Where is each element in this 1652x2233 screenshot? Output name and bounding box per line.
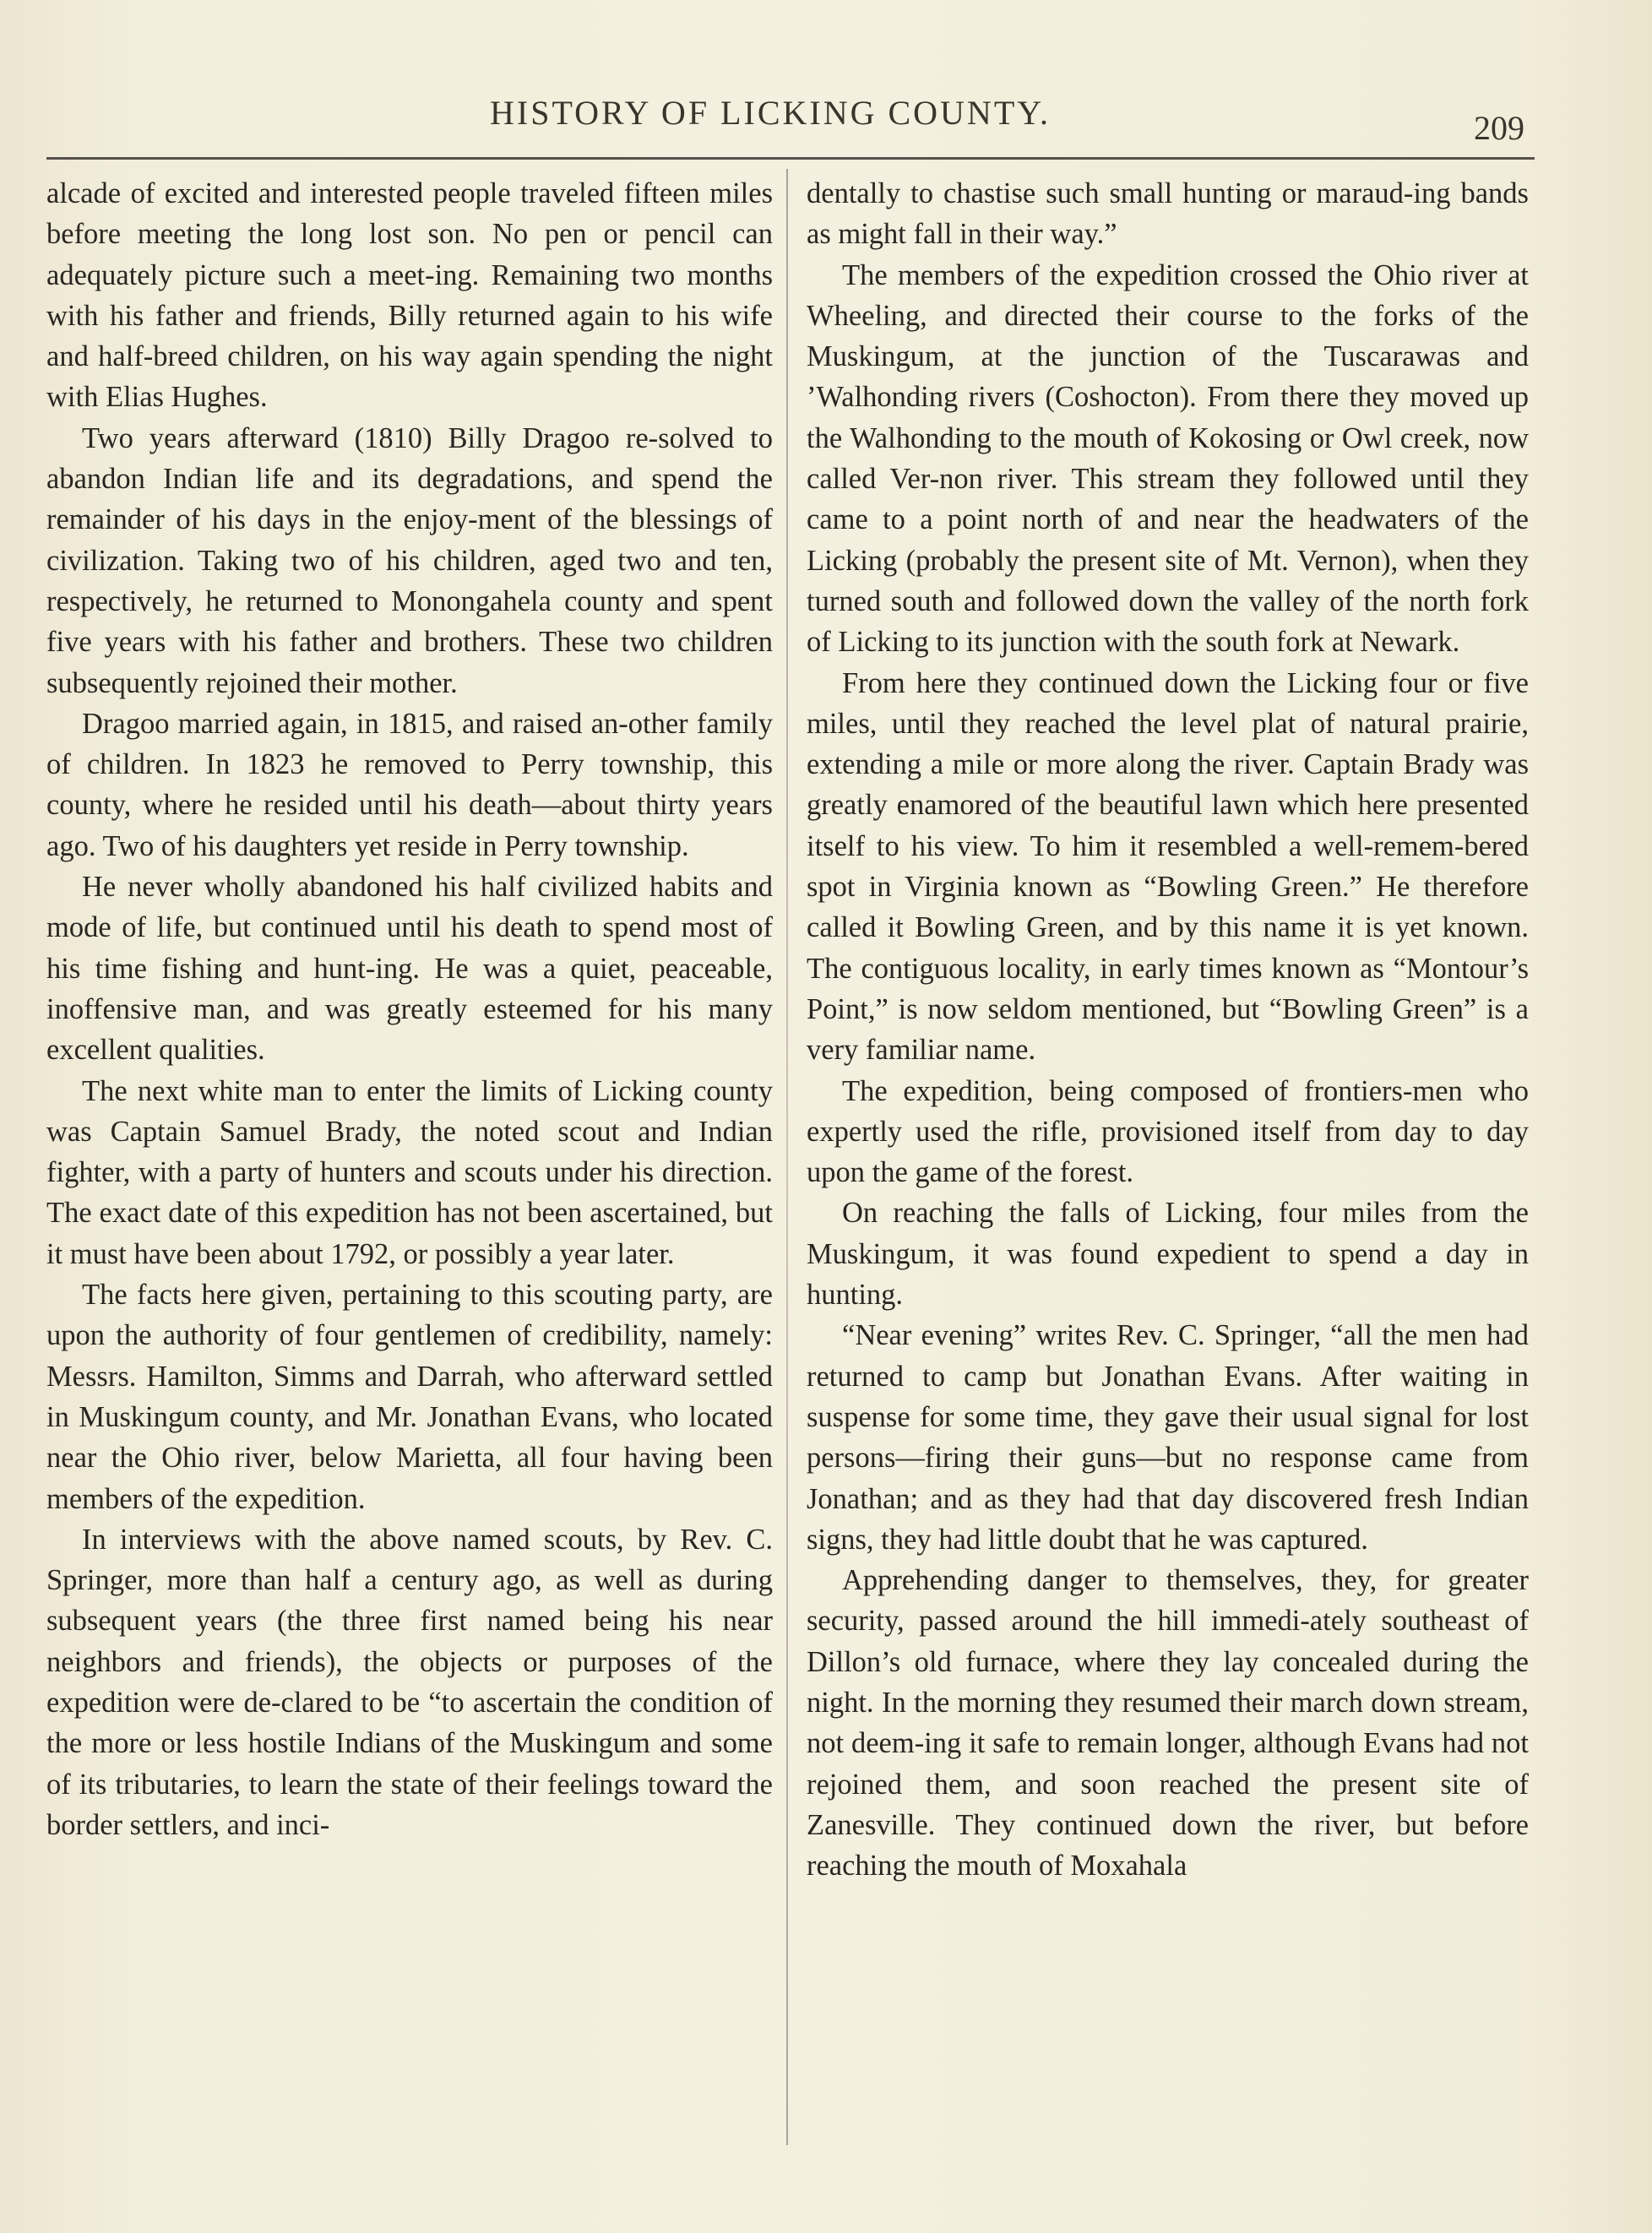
paragraph: He never wholly abandoned his half civilized habits and mode of life, but continued until his death to spend most of his time fishing and hunt-ing. He was a quiet, peaceable, inoffensive man, and was greatly esteemed for his many excellent qualities. bbox=[46, 871, 773, 1067]
running-title: HISTORY OF LICKING COUNTY. bbox=[490, 94, 1051, 132]
column-divider bbox=[786, 169, 788, 2145]
paragraph: “Near evening” writes Rev. C. Springer, “all the men had returned to camp but Jonathan Evans. After waiting in suspense for some time, they gave their usual signal for lost persons—firing their guns—but no response came from Jonathan; and as they had that day discovered fresh Indian signs, they had little doubt that he was captured. bbox=[807, 1319, 1529, 1556]
header-rule bbox=[46, 157, 1535, 160]
page-header bbox=[0, 93, 1652, 147]
paragraph: On reaching the falls of Licking, four miles from the Muskingum, it was found expedient to spend a day in hunting. bbox=[807, 1197, 1529, 1312]
paragraph: From here they continued down the Licking four or five miles, until they reached the level plat of natural prairie, extending a mile or more along the river. Captain Brady was greatly enamored of the beautiful lawn which here presented itself to his view. To him it resembled a well-remem-bered spot in Virginia known as “Bowling Green.” He therefore called it Bowling Green, and by this name it is yet known. The contiguous locality, in early times known as “Montour’s Point,” is now seldom mentioned, but “Bowling Green” is a very familiar name. bbox=[807, 666, 1529, 1067]
paragraph: The facts here given, pertaining to this scouting party, are upon the authority of four gentlemen of credibility, namely: Messrs. Hamilton, Simms and Darrah, who afterward settled in Muskingum county, and Mr. Jonathan Evans, who located near the Ohio river, below Marietta, all four having been members of the expedition. bbox=[46, 1279, 773, 1515]
paragraph: Dragoo married again, in 1815, and raised an-other family of children. In 1823 he removed to Perry township, this county, where he resided until his death—about thirty years ago. Two of his daughters yet reside in Perry township. bbox=[46, 707, 773, 862]
left-column bbox=[46, 173, 773, 1845]
right-column bbox=[807, 173, 1529, 1886]
page-number: 209 bbox=[1474, 109, 1524, 147]
paragraph: Two years afterward (1810) Billy Dragoo re-solved to abandon Indian life and its degradations, and spend the remainder of his days in the enjoy-ment of the blessings of civilization. Taking two of his children, aged two and ten, respectively, he returned to Monongahela county and spent five years with his father and brothers. These two children subsequently rejoined their mother. bbox=[46, 421, 773, 699]
paragraph: The expedition, being composed of frontiers-men who expertly used the rifle, provisioned itself from day to day upon the game of the forest. bbox=[807, 1074, 1529, 1189]
paragraph: alcade of excited and interested people traveled fifteen miles before meeting the long lost son. No pen or pencil can adequately picture such a meet-ing. Remaining two months with his father and friends, Billy returned again to his wife and half-breed children, on his way again spending the night with Elias Hughes. bbox=[46, 177, 773, 414]
paragraph: dentally to chastise such small hunting or maraud-ing bands as might fall in their way.” bbox=[807, 177, 1529, 251]
paragraph: In interviews with the above named scouts, by Rev. C. Springer, more than half a century ago, as well as during subsequent years (the three first named being his near neighbors and friends), the objects or purposes of the expedition were de-clared to be “to ascertain the condition of the more or less hostile Indians of the Muskingum and some of its tributaries, to learn the state of their feelings toward the border settlers, and inci- bbox=[46, 1523, 773, 1841]
paragraph: Apprehending danger to themselves, they, for greater security, passed around the hill immedi-ately southeast of Dillon’s old furnace, where they lay concealed during the night. In the morning they resumed their march down stream, not deem-ing it safe to remain longer, although Evans had not rejoined them, and soon reached the present site of Zanesville. They continued down the river, but before reaching the mouth of Moxahala bbox=[807, 1564, 1529, 1883]
paragraph: The members of the expedition crossed the Ohio river at Wheeling, and directed their course to the forks of the Muskingum, at the junction of the Tuscarawas and ’Walhonding rivers (Coshocton). From there they moved up the Walhonding to the mouth of Kokosing or Owl creek, now called Ver-non river. This stream they followed until they came to a point north of and near the headwaters of the Licking (probably the present site of Mt. Vernon), when they turned south and followed down the valley of the north fork of Licking to its junction with the south fork at Newark. bbox=[807, 258, 1529, 659]
paragraph: The next white man to enter the limits of Licking county was Captain Samuel Brady, the noted scout and Indian fighter, with a party of hunters and scouts under his direction. The exact date of this expedition has not been ascertained, but it must have been about 1792, or possibly a year later. bbox=[46, 1074, 773, 1270]
